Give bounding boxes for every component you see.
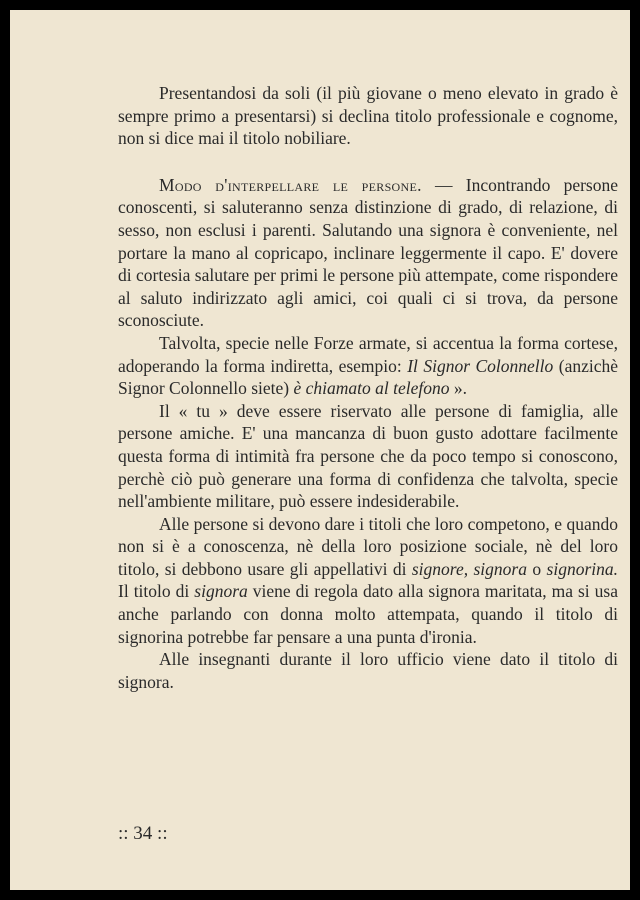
italic-text: signore, signora bbox=[411, 558, 527, 579]
paragraph-text: Il titolo di bbox=[118, 581, 195, 602]
paragraph-tu: Il « tu » deve essere riservato alle persone di famiglia, alle persone amiche. E' una mancanza di buon gusto adottare facilmente questa forma di intimità fra persone che da poco tempo si conoscono, perchè ciò può generare una forma di confidenza che talvolta, specie nell'ambiente militare, può essere indesiderabile. bbox=[118, 400, 618, 512]
italic-text: signora bbox=[194, 581, 248, 602]
paragraph-presentation: Presentandosi da soli (il più giovane o meno elevato in grado è sempre primo a presentarsi) si declina titolo professionale e cognome, non si dice mai il titolo nobiliare. bbox=[118, 83, 618, 149]
italic-text: è chiamato al telefono bbox=[293, 378, 450, 399]
paragraph-text: Alle persone si devono dare i titoli che loro competono, e quando non si è a conoscenza, nè della loro posizione sociale, nè del loro titolo, si debbono usare gli appellativi di bbox=[118, 513, 618, 579]
paragraph-titles bbox=[118, 513, 618, 649]
paragraph-indirect-form bbox=[118, 332, 618, 400]
paragraph-text: viene di regola dato alla signora maritata, ma si usa anche parlando con donna molto attempata, quando il titolo di signorina potrebbe far pensare a una punta d'ironia. bbox=[118, 581, 618, 647]
paragraph-addressing-people bbox=[118, 174, 618, 332]
paragraph-text: o bbox=[526, 558, 547, 579]
section-heading: Modo d'interpellare le persone. bbox=[159, 174, 422, 195]
book-page bbox=[10, 10, 630, 890]
paragraph-text: (anzichè Signor Colonnello siete) bbox=[118, 355, 618, 399]
paragraph-text: Talvolta, specie nelle Forze armate, si accentua la forma cortese, adoperando la forma indiretta, esempio: bbox=[118, 332, 618, 376]
paragraph-text: ». bbox=[449, 378, 467, 399]
paragraph-teachers: Alle insegnanti durante il loro ufficio viene dato il titolo di signora. bbox=[118, 649, 618, 692]
italic-text: Il Signor Colonnello bbox=[407, 355, 554, 376]
page-number: :: 34 :: bbox=[118, 823, 168, 844]
paragraph-text: — Incontrando persone conoscenti, si saluteranno senza distinzione di grado, di relazione, di sesso, non esclusi i parenti. Salutando una signora è conveniente, nel portare la mano al copricapo, inclinare leggermente il capo. E' dovere di cortesia salutare per primi le persone più attempate, come rispondere al saluto indirizzato agli amici, coi quali ci si trova, da persone sconosciute. bbox=[118, 174, 619, 331]
body-text bbox=[118, 82, 618, 693]
italic-text: signorina. bbox=[546, 558, 618, 579]
